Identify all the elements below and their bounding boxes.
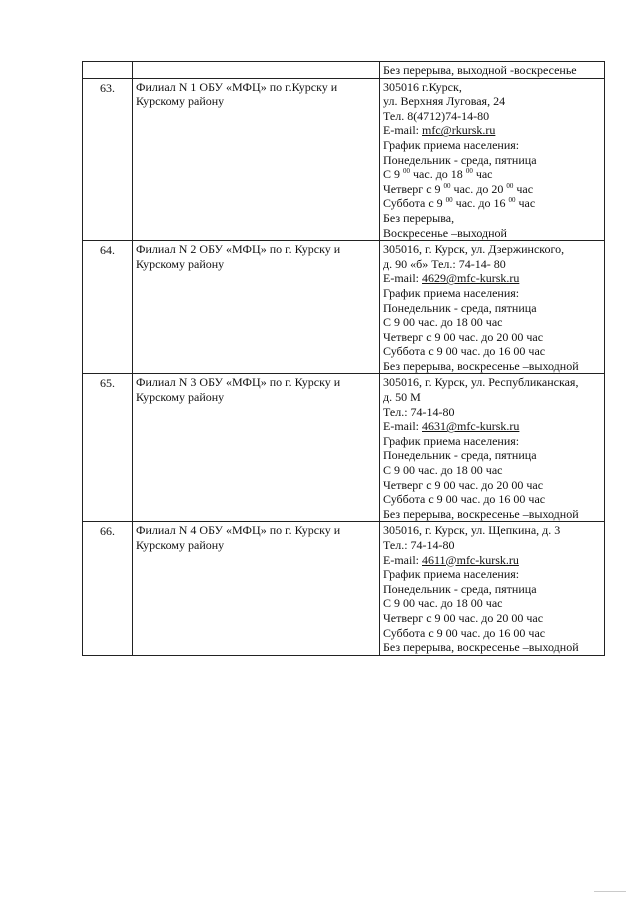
schedule-break: Без перерыва, воскресенье –выходной (383, 358, 579, 373)
email-link[interactable]: 4629@mfc-kursk.ru (422, 271, 520, 286)
address-line: 305016, г. Курск, ул. Республиканская, (383, 375, 579, 390)
schedule-text: Без перерыва, выходной -воскресенье (383, 63, 577, 77)
table-row (83, 78, 605, 241)
email-label: E-mail: (383, 271, 422, 286)
schedule-dayoff: Воскресенье –выходной (383, 225, 507, 240)
schedule-thursday-hours: Четверг с 9 00 час. до 20 00 час (383, 329, 544, 344)
schedule-weekday-hours: С 9 00 час. до 18 00 час (383, 315, 503, 330)
row-number: 65. (83, 374, 133, 522)
num-cell (83, 62, 133, 79)
schedule-break: Без перерыва, (383, 210, 455, 225)
branch-name: Филиал N 1 ОБУ «МФЦ» по г.Курску и Курскому району (133, 78, 380, 241)
email-label: E-mail: (383, 552, 422, 567)
branch-name: Филиал N 2 ОБУ «МФЦ» по г. Курску и Курскому району (133, 241, 380, 374)
schedule-title: График приема населения: (383, 285, 520, 300)
branch-name: Филиал N 4 ОБУ «МФЦ» по г. Курску и Курскому району (133, 522, 380, 655)
row-number: 66. (83, 522, 133, 655)
address-line: 305016 г.Курск, (383, 79, 462, 94)
info-cell (380, 374, 605, 522)
email-link[interactable]: 4611@mfc-kursk.ru (422, 552, 519, 567)
phone-line: Тел. 8(4712)74-14-80 (383, 108, 490, 123)
schedule-title: График приема населения: (383, 567, 520, 582)
email-label: E-mail: (383, 123, 422, 138)
email-line (383, 419, 601, 434)
branches-table (82, 61, 605, 656)
schedule-break: Без перерыва, воскресенье –выходной (383, 506, 579, 521)
table-row (83, 241, 605, 374)
schedule-days: Понедельник - среда, пятница (383, 581, 537, 596)
info-cell (380, 78, 605, 241)
table-row (83, 374, 605, 522)
email-link[interactable]: 4631@mfc-kursk.ru (422, 419, 520, 434)
schedule-weekday-hours: С 9 00 час. до 18 00 час (383, 596, 503, 611)
row-number: 64. (83, 241, 133, 374)
address-line: ул. Верхняя Луговая, 24 (383, 94, 506, 109)
name-cell (133, 62, 380, 79)
table-row (83, 522, 605, 655)
schedule-days: Понедельник - среда, пятница (383, 300, 537, 315)
row-number: 63. (83, 78, 133, 241)
footer-mark: ................ (594, 885, 626, 894)
schedule-saturday-hours: Суббота с 9 00 час. до 16 00 час (383, 625, 546, 640)
address-line: 305016, г. Курск, ул. Щепкина, д. 3 (383, 523, 561, 538)
address-line: д. 50 М (383, 390, 421, 405)
schedule-saturday-hours: Суббота с 9 00 час. до 16 00 час (383, 344, 546, 359)
info-cell (380, 62, 605, 79)
info-cell (380, 241, 605, 374)
schedule-weekday-hours: С 9 $^{00}$ час. до 18 $^{00}$ час (383, 167, 493, 182)
schedule-days: Понедельник - среда, пятница (383, 152, 537, 167)
schedule-saturday-hours: Суббота с 9 00 час. до 16 00 час (383, 492, 546, 507)
address-line: д. 90 «б» Тел.: 74-14- 80 (383, 256, 506, 271)
schedule-thursday-hours: Четверг с 9 $^{00}$ час. до 20 $^{00}$ час (383, 181, 534, 196)
branch-name: Филиал N 3 ОБУ «МФЦ» по г. Курску и Курскому району (133, 374, 380, 522)
schedule-saturday-hours: Суббота с 9 $^{00}$ час. до 16 $^{00}$ час (383, 196, 536, 211)
email-link[interactable]: mfc@rkursk.ru (422, 123, 496, 138)
schedule-break: Без перерыва, воскресенье –выходной (383, 640, 579, 655)
schedule-thursday-hours: Четверг с 9 00 час. до 20 00 час (383, 610, 544, 625)
schedule-weekday-hours: С 9 00 час. до 18 00 час (383, 463, 503, 478)
info-cell (380, 522, 605, 655)
email-label: E-mail: (383, 419, 422, 434)
table-row (83, 62, 605, 79)
email-line (383, 123, 601, 138)
email-line (383, 553, 601, 568)
schedule-title: График приема населения: (383, 137, 520, 152)
email-line (383, 271, 601, 286)
schedule-title: График приема населения: (383, 433, 520, 448)
phone-line: Тел.: 74-14-80 (383, 404, 455, 419)
schedule-days: Понедельник - среда, пятница (383, 448, 537, 463)
phone-line: Тел.: 74-14-80 (383, 538, 455, 552)
address-line: 305016, г. Курск, ул. Дзержинского, (383, 242, 565, 257)
schedule-thursday-hours: Четверг с 9 00 час. до 20 00 час (383, 477, 544, 492)
